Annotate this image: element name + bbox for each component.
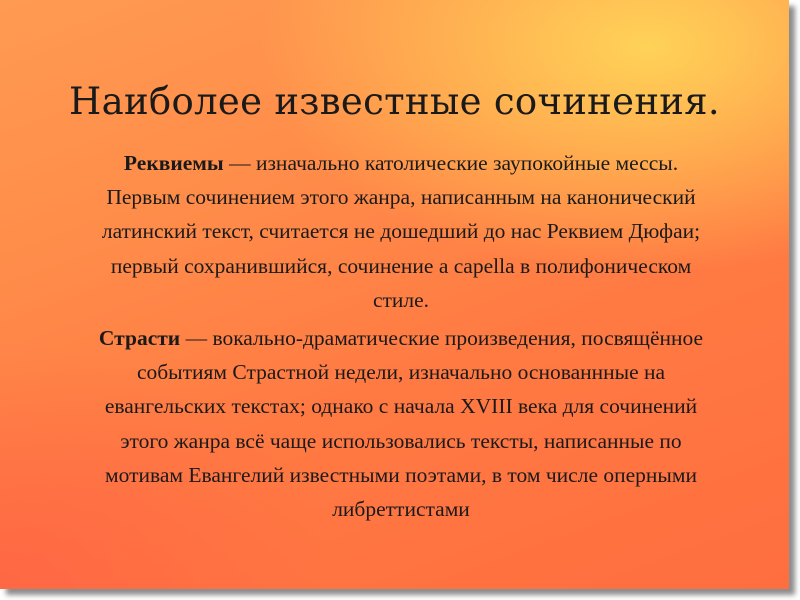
paragraph-passions [86, 321, 716, 526]
slide-body [86, 146, 716, 530]
slide-title: Наиболее известные сочинения. [69, 80, 720, 123]
term-requiems: Реквиемы [123, 151, 224, 175]
paragraph-requiems [86, 146, 716, 317]
term-passions: Страсти [98, 326, 181, 351]
text-passions: — вокально-драматические произведения, посвящённое событиям Страстной недели, изначально основаннные на евангельских текстах; однако с начала XVIII века для сочинений этого жанра всё чаще использовались тексты, написанные по мотивам Евангелий известными поэтами, в том числе оперными либреттистами [104, 326, 704, 522]
text-requiems: — изначально католические заупокойные мессы. Первым сочинением этого жанра, написанным на канонический латинский текст, считается не дошедший до нас Реквием Дюфаи; первый сохранившийся, сочинение a capella в полифоническом стиле. [101, 151, 701, 312]
